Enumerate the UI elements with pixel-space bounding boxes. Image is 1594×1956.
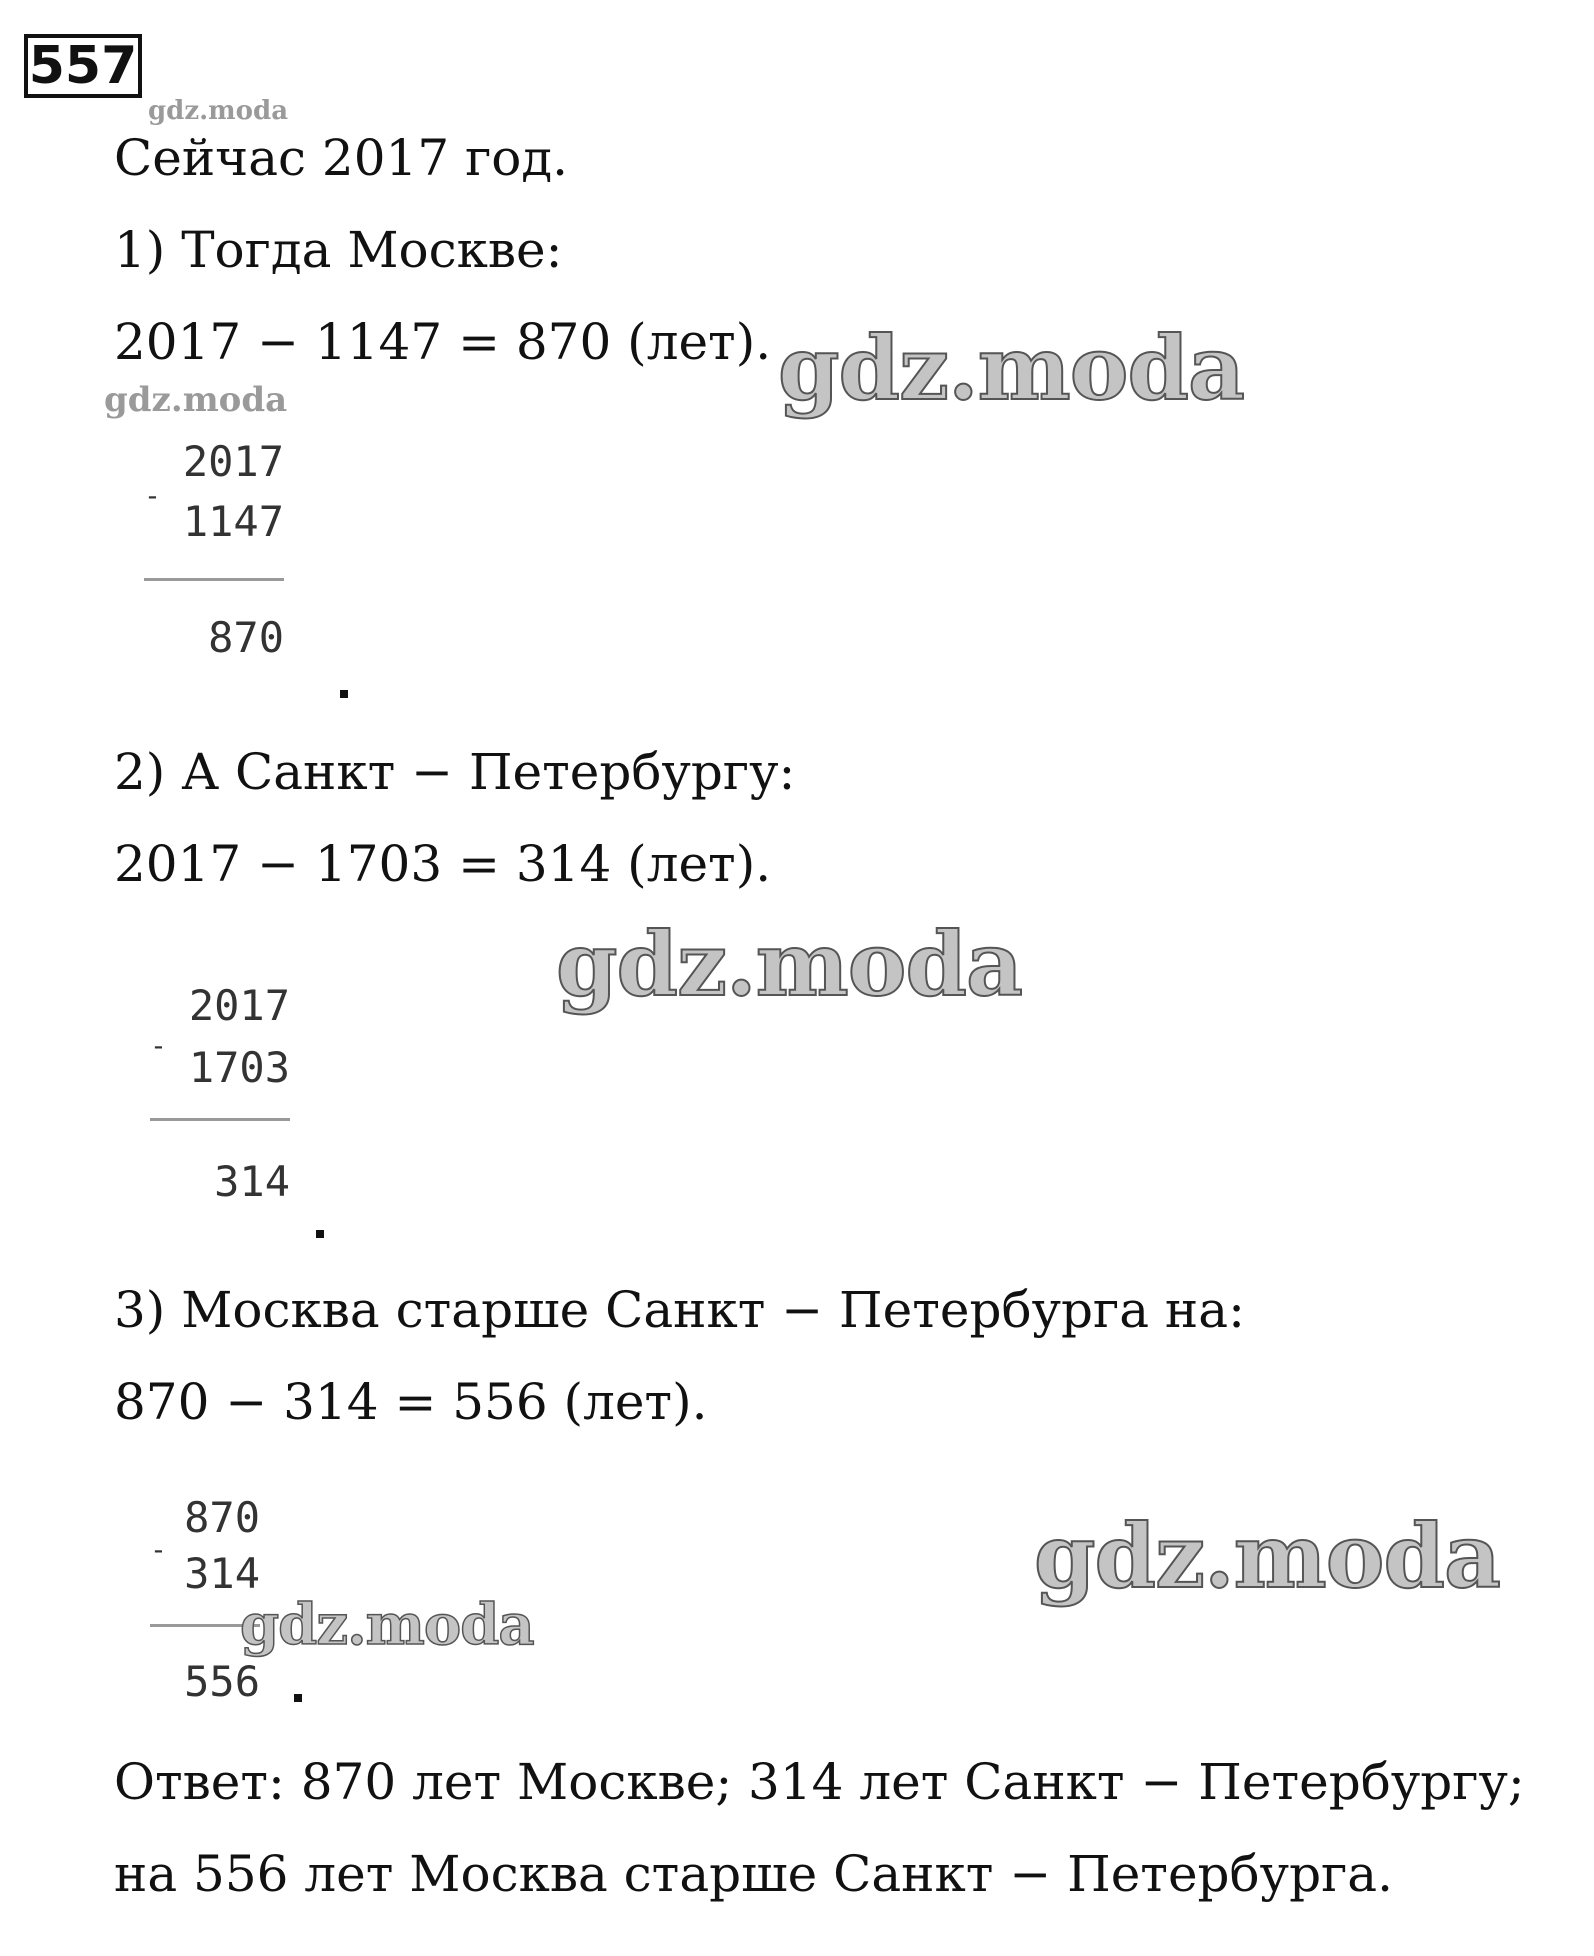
step2-heading: 2) А Санкт − Петербургу: xyxy=(114,743,796,801)
answer-line-1: Ответ: 870 лет Москве; 314 лет Санкт − Петербургу; xyxy=(114,1753,1525,1811)
problem-number: 557 xyxy=(24,34,142,98)
step2-dot xyxy=(316,1230,324,1238)
intro-text: Сейчас 2017 год. xyxy=(114,129,569,187)
step1-equation: 2017 − 1147 = 870 (лет). xyxy=(114,313,772,371)
step3-equation: 870 − 314 = 556 (лет). xyxy=(114,1373,708,1431)
step2-minuend: 2017 xyxy=(188,981,290,1030)
step3-minuend: 870 xyxy=(184,1493,260,1542)
step3-minus-sign: - xyxy=(150,1533,167,1566)
step1-subtrahend: 1147 xyxy=(182,497,284,546)
watermark-large-2: gdz.moda xyxy=(556,912,1023,1016)
step3-heading: 3) Москва старше Санкт − Петербурга на: xyxy=(114,1281,1245,1339)
step2-rule xyxy=(150,1118,290,1121)
step2-equation: 2017 − 1703 = 314 (лет). xyxy=(114,835,772,893)
watermark-medium-4: gdz.moda xyxy=(240,1592,534,1658)
watermark-small-1: gdz.moda xyxy=(104,380,288,420)
watermark-small-top: gdz.moda xyxy=(148,96,289,126)
step1-minus-sign: - xyxy=(144,479,161,512)
step1-column-subtraction xyxy=(144,438,284,668)
step2-result: 314 xyxy=(214,1157,290,1206)
step2-subtrahend: 1703 xyxy=(188,1043,290,1092)
step1-heading: 1) Тогда Москве: xyxy=(114,221,563,279)
step1-minuend: 2017 xyxy=(182,437,284,486)
step2-minus-sign: - xyxy=(150,1029,167,1062)
step3-result: 556 xyxy=(184,1657,260,1706)
watermark-large-1: gdz.moda xyxy=(778,316,1245,420)
step3-subtrahend: 314 xyxy=(184,1549,260,1598)
step1-dot xyxy=(340,690,348,698)
step1-result: 870 xyxy=(208,613,284,662)
watermark-large-3: gdz.moda xyxy=(1034,1504,1501,1608)
answer-line-2: на 556 лет Москва старше Санкт − Петербурга. xyxy=(114,1845,1393,1903)
step1-rule xyxy=(144,578,284,581)
step3-dot xyxy=(294,1694,302,1702)
step2-column-subtraction xyxy=(150,982,290,1212)
